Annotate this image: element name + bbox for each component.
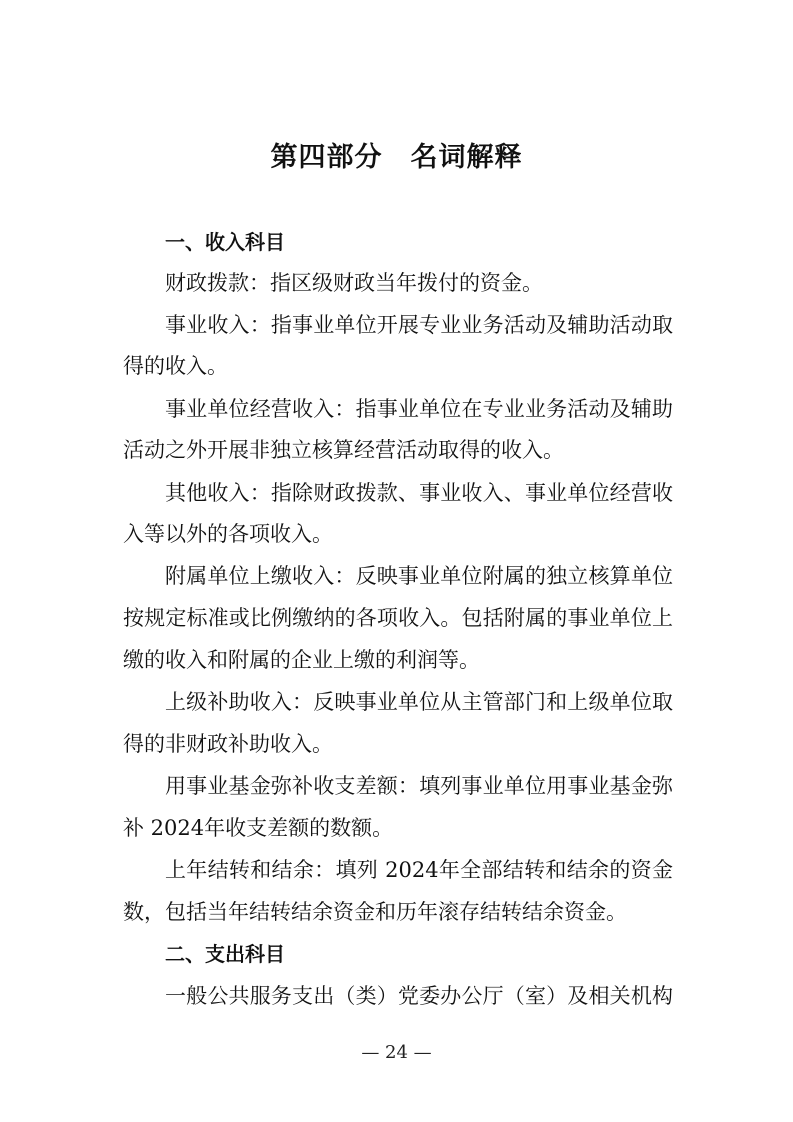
paragraph-line: 活动之外开展非独立核算经营活动取得的收入。 [123,438,564,462]
paragraph-line: 财政拨款：指区级财政当年拨付的资金。 [165,271,543,295]
paragraph-line: 上级补助收入：反映事业单位从主管部门和上级单位取 [165,690,673,714]
paragraph-line: 其他收入：指除财政拨款、事业收入、事业单位经营收 [165,481,673,505]
paragraph-line: 按规定标准或比例缴纳的各项收入。包括附属的事业单位上 [123,606,673,630]
page-title: 第四部分 名词解释 [270,142,523,173]
section-heading-expenditure: 二、支出科目 [165,942,285,966]
paragraph-line: 缴的收入和附属的企业上缴的利润等。 [123,648,480,672]
paragraph-line: 补 2024年收支差额的数额。 [123,816,394,840]
paragraph-line: 得的非财政补助收入。 [123,732,333,756]
paragraph-line: 数，包括当年结转结余资金和历年滚存结转结余资金。 [123,900,627,924]
paragraph-line: 用事业基金弥补收支差额：填列事业单位用事业基金弥 [165,774,673,798]
paragraph-line: 得的收入。 [123,354,228,378]
section-heading-income: 一、收入科目 [165,230,285,254]
page-number: — 24 — [361,1042,432,1063]
paragraph-line: 附属单位上缴收入：反映事业单位附属的独立核算单位 [165,564,673,588]
paragraph-line: 事业收入：指事业单位开展专业业务活动及辅助活动取 [165,313,673,337]
paragraph-line: 入等以外的各项收入。 [123,522,333,546]
paragraph-line: 事业单位经营收入：指事业单位在专业业务活动及辅助 [165,397,673,421]
paragraph-line: 一般公共服务支出（类）党委办公厅（室）及相关机构 [165,984,673,1008]
paragraph-line: 上年结转和结余：填列 2024年全部结转和结余的资金 [165,858,673,882]
